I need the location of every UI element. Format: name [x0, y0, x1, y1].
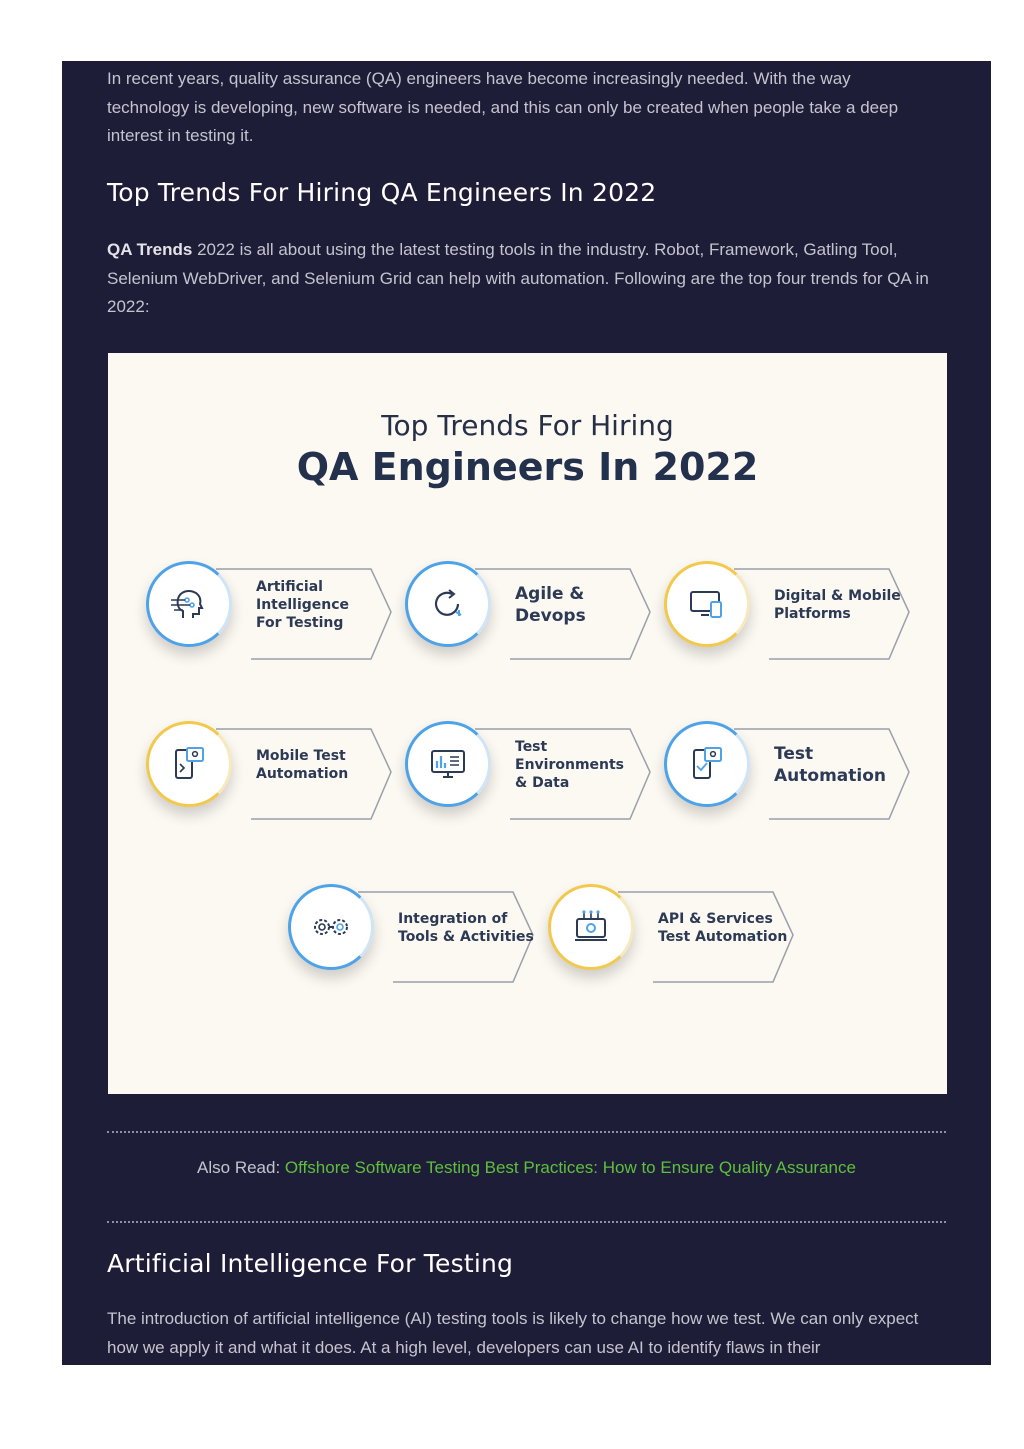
section-heading-trends: Top Trends For Hiring QA Engineers In 2022	[107, 178, 657, 207]
card-label: Test Automation	[774, 744, 886, 786]
infographic-subtitle: Top Trends For Hiring	[381, 409, 674, 442]
trends-infographic	[108, 353, 947, 1094]
trend-card-api	[548, 878, 798, 988]
qa-trends-link[interactable]: QA Trends	[107, 240, 193, 259]
trends-paragraph-text: 2022 is all about using the latest testing tools in the industry. Robot, Framework, Gatling Tool, Selenium WebDriver, and Selenium Grid can help with automation. Following are the top four trends for QA in 2022:	[107, 240, 929, 316]
also-read-prefix: Also Read:	[197, 1158, 285, 1177]
dotted-divider	[107, 1221, 946, 1223]
devices-icon	[664, 561, 750, 647]
also-read-link[interactable]: Offshore Software Testing Best Practices: How to Ensure Quality Assurance	[284, 1158, 856, 1177]
api-icon	[548, 884, 634, 970]
dotted-divider	[107, 1131, 946, 1133]
card-label: Test Environments & Data	[515, 739, 625, 791]
trend-card-ai	[146, 555, 396, 665]
card-label: Artificial Intelligence For Testing	[256, 579, 350, 631]
mobile-test-icon	[146, 721, 232, 807]
trend-card-test-env	[405, 715, 655, 825]
gears-icon	[288, 884, 374, 970]
trend-card-mobile-test	[146, 715, 396, 825]
trend-card-digital-mobile	[664, 555, 914, 665]
intro-paragraph: In recent years, quality assurance (QA) engineers have become increasingly needed. With the way technology is developing, new software is needed, and this can only be created when people take a deep interest in testing it.	[107, 69, 899, 145]
also-read	[107, 1158, 946, 1178]
card-label: Agile & Devops	[515, 584, 586, 626]
card-label: Mobile Test Automation	[256, 748, 349, 782]
trend-card-integration	[288, 878, 538, 988]
ai-paragraph: The introduction of artificial intelligence (AI) testing tools is likely to change how we test. We can only expect how we apply it and what it does. At a high level, developers can use AI to identify flaws in their	[107, 1309, 919, 1357]
card-label: API & Services Test Automation	[658, 911, 788, 945]
infographic-title: QA Engineers In 2022	[296, 445, 759, 489]
section-heading-ai: Artificial Intelligence For Testing	[107, 1249, 514, 1278]
monitor-chart-icon	[405, 721, 491, 807]
card-label: Digital & Mobile Platforms	[774, 588, 901, 622]
cycle-icon	[405, 561, 491, 647]
article-panel	[62, 61, 991, 1365]
card-label: Integration of Tools & Activities	[398, 911, 534, 945]
trend-card-agile	[405, 555, 655, 665]
test-automation-icon	[664, 721, 750, 807]
trends-paragraph	[107, 236, 937, 322]
trend-card-test-automation	[664, 715, 914, 825]
ai-head-icon	[146, 561, 232, 647]
